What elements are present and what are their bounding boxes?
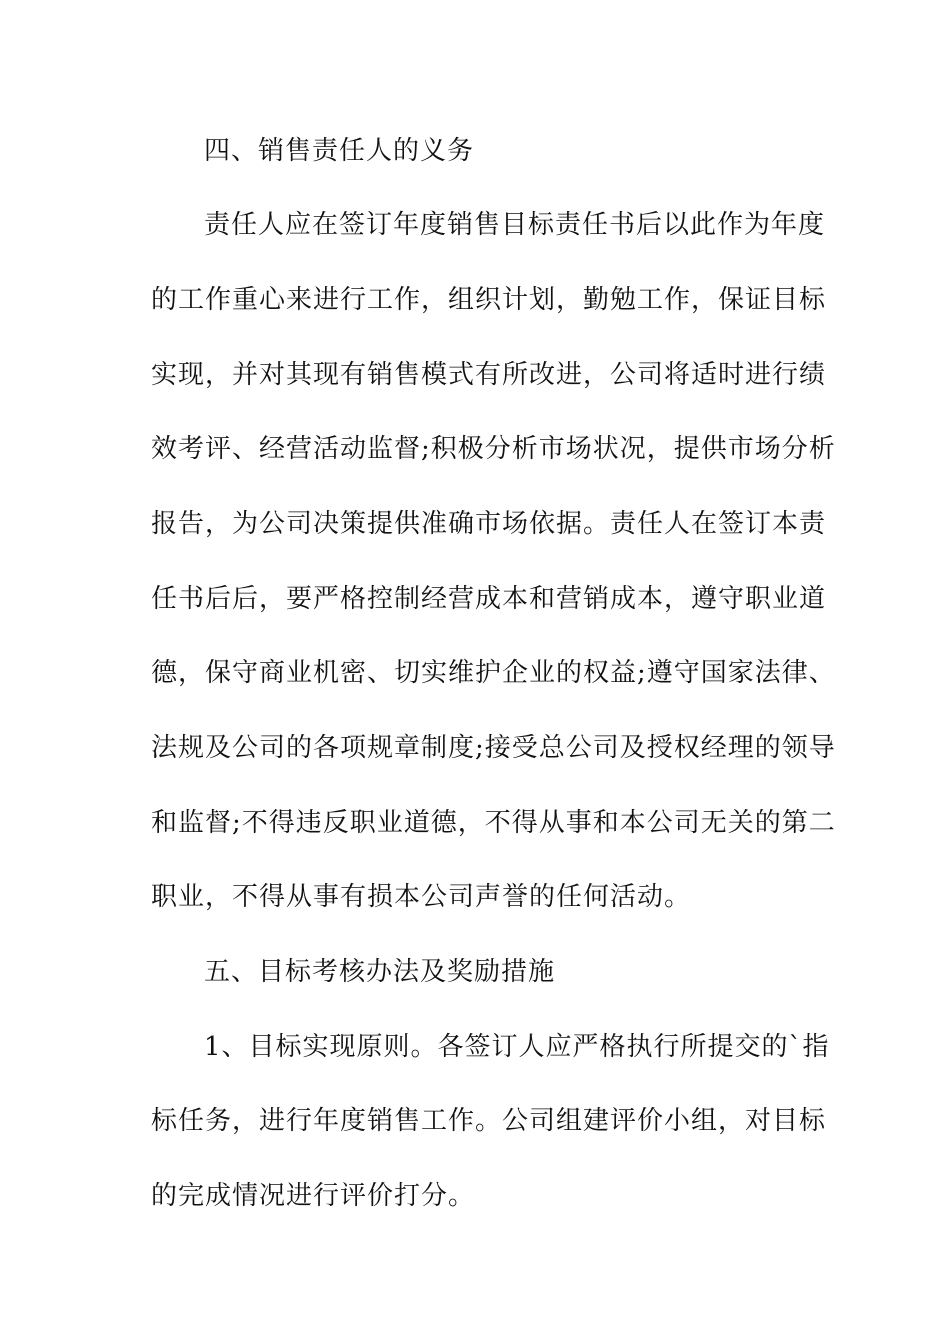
paragraph-line: 法规及公司的各项规章制度;接受总公司及授权经理的领导 (151, 733, 836, 763)
paragraph-line: 报告，为公司决策提供准确市场依据。责任人在签订本责 (151, 509, 827, 539)
paragraph-line: 责任人应在签订年度销售目标责任书后以此作为年度 (204, 210, 826, 240)
paragraph-line: 效考评、经营活动监督;积极分析市场状况，提供市场分析 (151, 434, 836, 464)
paragraph-line: 任书后后，要严格控制经营成本和营销成本，遵守职业道 (151, 584, 827, 614)
paragraph-line: 标任务，进行年度销售工作。公司组建评价小组，对目标 (151, 1106, 827, 1136)
paragraph-line: 1、目标实现原则。各签订人应严格执行所提交的`指 (204, 1032, 830, 1062)
paragraph-line: 和监督;不得违反职业道德，不得从事和本公司无关的第二 (151, 808, 836, 838)
paragraph-line: 的工作重心来进行工作，组织计划，勤勉工作，保证目标 (151, 285, 827, 315)
section-heading-4: 四、销售责任人的义务 (204, 136, 475, 166)
paragraph-line: 实现，并对其现有销售模式有所改进，公司将适时进行绩 (151, 360, 827, 390)
paragraph-line: 职业，不得从事有损本公司声誉的任何活动。 (151, 882, 692, 912)
paragraph-line: 的完成情况进行评价打分。 (151, 1181, 476, 1211)
paragraph-line: 德，保守商业机密、切实维护企业的权益;遵守国家法律、 (151, 658, 836, 688)
section-heading-5: 五、目标考核办法及奖励措施 (204, 957, 556, 987)
